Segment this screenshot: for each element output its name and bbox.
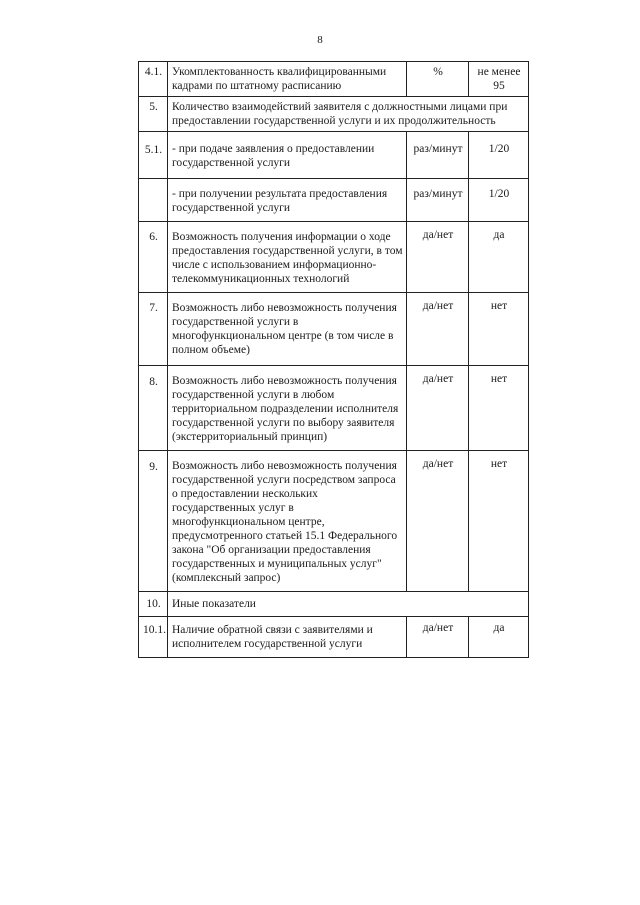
row-text: Возможность либо невозможность получения государственной услуги в любом территориальном подразделении исполнителя государственной услуги по выбору заявителя (экстерриториальный принцип) [168, 366, 407, 451]
row-number [139, 179, 168, 222]
row-value: да [469, 617, 529, 658]
row-number: 8. [139, 366, 168, 451]
row-text: - при получении результата предоставления государственной услуги [168, 179, 407, 222]
row-text: Возможность либо невозможность получения государственной услуги посредством запроса о предоставлении нескольких государственных услуг в многофункциональном центре, предусмотренного статьей 15.1 Федерального закона "Об организации предоставления государственных и муниципальных услуг" (комплексный запрос) [168, 451, 407, 592]
table-row [139, 293, 529, 366]
table-row [139, 222, 529, 293]
row-text: Возможность либо невозможность получения государственной услуги в многофункциональном центре (в том числе в полном объеме) [168, 293, 407, 366]
row-value: 1/20 [469, 179, 529, 222]
row-value: не менее 95 [469, 62, 529, 97]
table-row [139, 62, 529, 97]
row-unit: % [407, 62, 469, 97]
row-text: - при подаче заявления о предоставлении государственной услуги [168, 132, 407, 179]
row-number: 10. [139, 592, 168, 617]
table-row [139, 179, 529, 222]
table-row [139, 132, 529, 179]
row-unit: раз/минут [407, 132, 469, 179]
table-row [139, 451, 529, 592]
page-number: 8 [317, 34, 323, 46]
row-value: нет [469, 366, 529, 451]
row-unit: да/нет [407, 617, 469, 658]
row-value: да [469, 222, 529, 293]
row-number: 10.1. [139, 617, 168, 658]
row-value: 1/20 [469, 132, 529, 179]
row-text: Возможность получения информации о ходе предоставления государственной услуги, в том числе с использованием информационно-телекоммуникационных технологий [168, 222, 407, 293]
row-number: 5. [139, 97, 168, 132]
table-row [139, 366, 529, 451]
row-number: 6. [139, 222, 168, 293]
row-value: нет [469, 293, 529, 366]
row-text: Наличие обратной связи с заявителями и исполнителем государственной услуги [168, 617, 407, 658]
row-section-title: Иные показатели [168, 592, 529, 617]
row-number: 7. [139, 293, 168, 366]
table-row [139, 97, 529, 132]
indicators-table [138, 61, 529, 658]
table-row [139, 617, 529, 658]
row-section-title: Количество взаимодействий заявителя с должностными лицами при предоставлении государственной услуги и их продолжительность [168, 97, 529, 132]
row-number: 9. [139, 451, 168, 592]
row-unit: да/нет [407, 293, 469, 366]
row-unit: да/нет [407, 366, 469, 451]
row-unit: раз/минут [407, 179, 469, 222]
row-unit: да/нет [407, 451, 469, 592]
row-number: 5.1. [139, 132, 168, 179]
row-value: нет [469, 451, 529, 592]
table-row [139, 592, 529, 617]
row-text: Укомплектованность квалифицированными кадрами по штатному расписанию [168, 62, 407, 97]
row-number: 4.1. [139, 62, 168, 97]
row-unit: да/нет [407, 222, 469, 293]
